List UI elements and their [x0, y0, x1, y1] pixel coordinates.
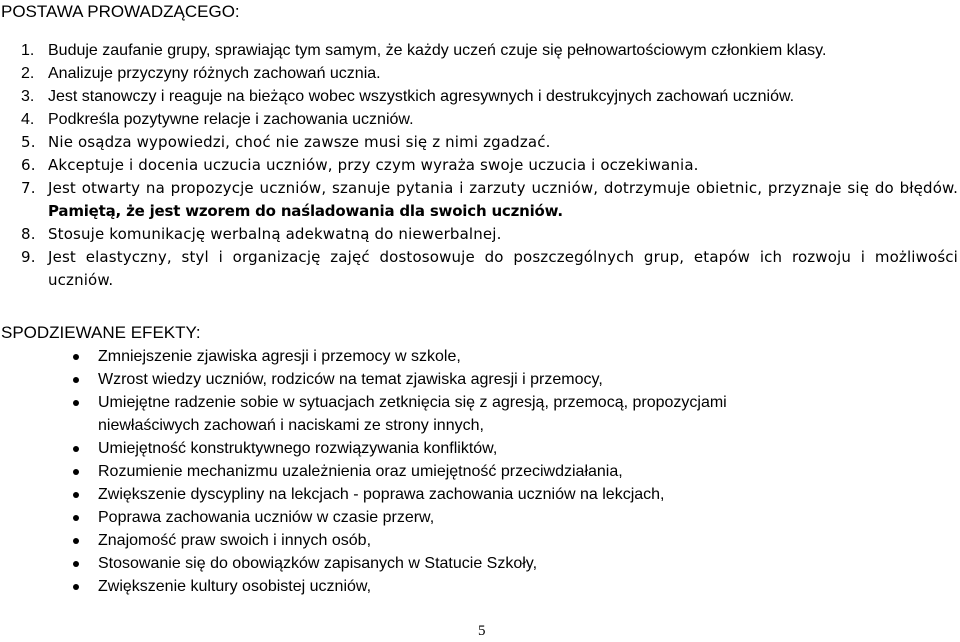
item-text: Jest elastyczny, styl i organizację zajęć dostosowuje do poszczególnych grup, etapów ich rozwoju i możliwości uczniów. — [48, 248, 958, 289]
item-text: Umiejętność konstruktywnego rozwiązywania konfliktów, — [98, 440, 498, 457]
list-item — [0, 575, 960, 598]
bullet-dot-icon — [73, 446, 79, 452]
list-item — [0, 223, 958, 246]
list-item — [0, 483, 960, 506]
item-text: Umiejętne radzenie sobie w sytuacjach zetknięcia się z agresją, przemocą, propozycjami — [98, 394, 727, 411]
list-item — [0, 154, 958, 177]
list-item — [0, 552, 960, 575]
bullet-dot-icon — [73, 377, 79, 383]
item-number: 7. — [21, 179, 36, 197]
item-text: Jest stanowczy i reaguje na bieżąco wobec wszystkich agresywnych i destrukcyjnych zachowań uczniów. — [48, 88, 795, 105]
item-text: Rozumienie mechanizmu uzależnienia oraz umiejętność przeciwdziałania, — [98, 463, 623, 480]
item-emphasis: Pamiętą, że jest wzorem do naśladowania dla swoich uczniów. — [48, 202, 563, 220]
bullet-dot-icon — [73, 584, 79, 590]
item-text: Znajomość praw swoich i innych osób, — [98, 532, 372, 549]
list-item — [0, 108, 958, 131]
bullet-dot-icon — [73, 561, 79, 567]
list-item — [0, 177, 958, 223]
list-item — [0, 131, 958, 154]
item-text: Zmniejszenie zjawiska agresji i przemocy w szkole, — [98, 348, 461, 365]
item-text: niewłaściwych zachowań i naciskami ze strony innych, — [98, 417, 484, 434]
list-item — [0, 246, 958, 292]
list-item — [0, 345, 960, 368]
item-text: Stosuje komunikację werbalną adekwatną do niewerbalnej. — [48, 225, 502, 243]
bullet-dot-icon — [73, 354, 79, 360]
list-item — [0, 460, 960, 483]
list-item-continuation — [0, 414, 960, 437]
bullet-dot-icon — [73, 515, 79, 521]
item-number: 3. — [21, 88, 35, 105]
item-text: Analizuje przyczyny różnych zachowań ucznia. — [48, 65, 381, 82]
item-number: 1. — [21, 42, 35, 59]
list-item — [0, 39, 958, 62]
item-text: Zwiększenie dyscypliny na lekcjach - poprawa zachowania uczniów na lekcjach, — [98, 486, 665, 503]
conduct-list — [0, 39, 958, 292]
list-item — [0, 506, 960, 529]
list-item — [0, 62, 958, 85]
item-text: Wzrost wiedzy uczniów, rodziców na temat zjawiska agresji i przemocy, — [98, 371, 603, 388]
item-text: Podkreśla pozytywne relacje i zachowania uczniów. — [48, 111, 414, 128]
item-number: 2. — [21, 65, 35, 82]
item-text: Jest otwarty na propozycje uczniów, szanuje pytania i zarzuty uczniów, dotrzymuje obietnic, przyznaje się do błędów. — [48, 179, 958, 197]
bullet-dot-icon — [73, 400, 79, 406]
item-text: Nie osądza wypowiedzi, choć nie zawsze musi się z nimi zgadzać. — [48, 133, 551, 151]
bullet-dot-icon — [73, 469, 79, 475]
conduct-heading: POSTAWA PROWADZĄCEGO: — [1, 2, 240, 21]
list-item — [0, 529, 960, 552]
page-number: 5 — [478, 623, 486, 639]
effects-list — [0, 345, 960, 598]
item-text: Poprawa zachowania uczniów w czasie przerw, — [98, 509, 435, 526]
item-number: 4. — [21, 111, 35, 128]
item-number: 9. — [21, 248, 36, 266]
item-text: Buduje zaufanie grupy, sprawiając tym samym, że każdy uczeń czuje się pełnowartościowym członkiem klasy. — [48, 42, 827, 59]
item-text: Akceptuje i docenia uczucia uczniów, przy czym wyraża swoje uczucia i oczekiwania. — [48, 156, 699, 174]
item-number: 8. — [21, 225, 36, 243]
item-number: 5. — [21, 133, 36, 151]
bullet-dot-icon — [73, 538, 79, 544]
list-item — [0, 391, 960, 414]
effects-heading: SPODZIEWANE EFEKTY: — [1, 323, 201, 342]
list-item — [0, 437, 960, 460]
item-text: Zwiększenie kultury osobistej uczniów, — [98, 578, 372, 595]
item-number: 6. — [21, 156, 36, 174]
item-text: Stosowanie się do obowiązków zapisanych w Statucie Szkoły, — [98, 555, 538, 572]
bullet-dot-icon — [73, 492, 79, 498]
list-item — [0, 85, 958, 108]
list-item — [0, 368, 960, 391]
